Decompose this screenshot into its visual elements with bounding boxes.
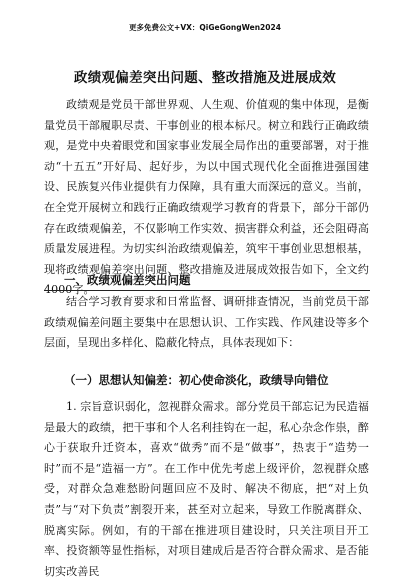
section-divider xyxy=(44,290,370,291)
page-title: 政绩观偏差突出问题、整改措施及进展成效 xyxy=(73,70,337,86)
subsection-paragraph: 1. 宗旨意识弱化，忽视群众需求。部分党员干部忘记为民造福是最大的政绩，把干事和个人名利挂钩在一起，私心杂念作祟，醉心于获取升迁资本，喜欢“做秀”而不是“做事”，热衷于“造势一时”而不是“造福一方”。在工作中优先考虑上级评价，忽视群众感受，对群众急难愁盼问题回应不及时、解决不彻底，把“对上负责”与“对下负责”割裂开来，甚至对立起来，导致工作脱离群众、脱离实际。例如，有的干部在推进项目建设时，只关注项目开工率、投资额等显性指标，对项目建成后是否符合群众需求、是否能切实改善民 xyxy=(44,400,369,578)
header-note: 更多免费公文+VX：QiGeGongWen2024 xyxy=(129,23,281,32)
intro-paragraph: 政绩观是党员干部世界观、人生观、价值观的集中体现，是衡量党员干部履职尽责、干事创业的根本标尺。树立和践行正确政绩观，是党中央着眼党和国家事业发展全局作出的重要部署，对于推动“十五五”开好局、起好步，为以中国式现代化全面推进强国建设、民族复兴伟业提供有力保障，具有重大而深远的意义。当前，在全党开展树立和践行正确政绩观学习教育的背景下，部分干部仍存在政绩观偏差，不仅影响工作实效、损害群众利益，还会阻碍高质量发展进程。为切实纠治政绩观偏差，筑牢干事创业思想根基，现将政绩观偏差突出问题、整改措施及进展成效报告如下，全文约4000字。 xyxy=(44,98,369,297)
subsection-heading-1: （一）思想认知偏差：初心使命淡化，政绩导向错位 xyxy=(64,373,329,387)
section-intro-paragraph: 结合学习教育要求和日常监督、调研排查情况，当前党员干部政绩观偏差问题主要集中在思想认识、工作实践、作风建设等多个层面，呈现出多样化、隐蔽化特点，具体表现如下： xyxy=(44,295,369,350)
section-heading-1: 一、政绩观偏差突出问题 xyxy=(64,273,191,287)
